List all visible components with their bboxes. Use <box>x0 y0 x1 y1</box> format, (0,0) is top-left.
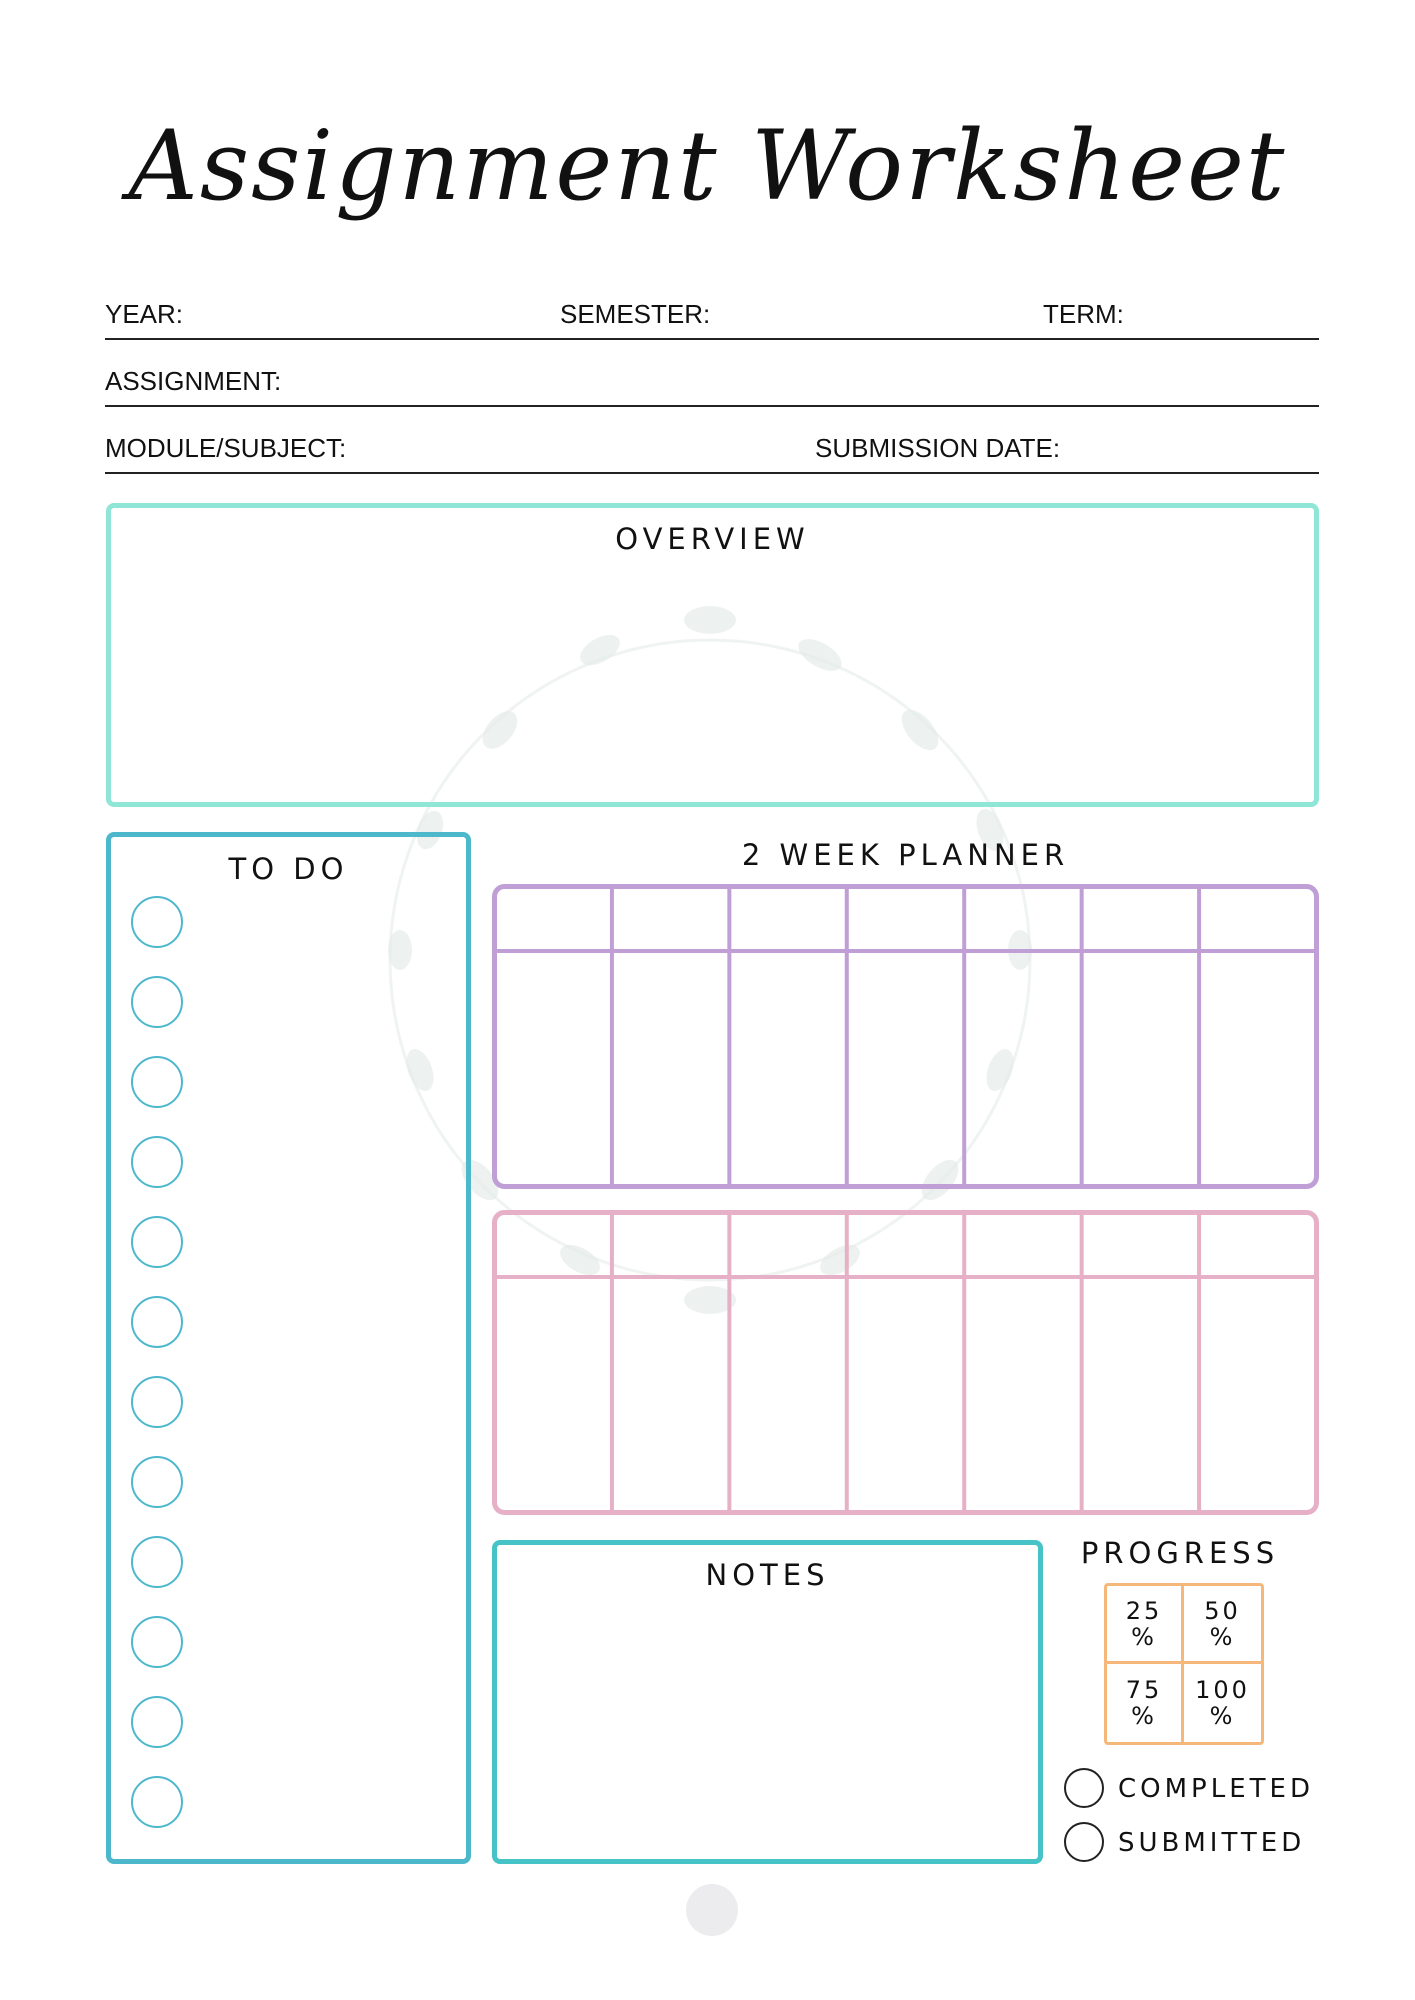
todo-checkbox[interactable] <box>131 1616 183 1668</box>
planner-title: 2 WEEK PLANNER <box>741 838 1070 872</box>
semester-label: SEMESTER: <box>560 299 711 329</box>
notes-title: NOTES <box>705 1558 830 1592</box>
completed-checkbox[interactable] <box>1064 1768 1104 1808</box>
progress-100-checkbox[interactable]: 100 % <box>1195 1676 1250 1730</box>
todo-title: TO DO <box>228 852 349 886</box>
progress-50-checkbox[interactable]: 50 % <box>1184 1586 1261 1664</box>
assignment-label: ASSIGNMENT: <box>105 366 282 396</box>
todo-checkbox[interactable] <box>131 1776 183 1828</box>
submitted-label: SUBMITTED <box>1118 1828 1306 1858</box>
field-row-module-submission <box>105 434 1319 474</box>
completed-row[interactable] <box>1064 1768 1324 1808</box>
todo-checkbox[interactable] <box>131 1696 183 1748</box>
todo-checkbox[interactable] <box>131 1296 183 1348</box>
todo-checkbox[interactable] <box>131 1456 183 1508</box>
progress-grid <box>1104 1583 1264 1745</box>
planner-week-1-grid <box>492 884 1319 1189</box>
progress-title: PROGRESS <box>1080 1536 1280 1570</box>
submitted-row[interactable] <box>1064 1822 1324 1862</box>
planner-frame <box>495 1213 1317 1513</box>
todo-checkbox[interactable] <box>131 1136 183 1188</box>
progress-25-checkbox[interactable]: 25 % <box>1107 1586 1184 1664</box>
planner-frame <box>495 887 1317 1187</box>
field-row-assignment <box>105 367 1319 407</box>
planner-week-2-grid <box>492 1210 1319 1515</box>
overview-title: OVERVIEW <box>615 522 810 556</box>
page-title: Assignment Worksheet <box>128 110 1287 222</box>
year-label: YEAR: <box>105 299 184 329</box>
term-label: TERM: <box>1043 299 1124 329</box>
todo-checkbox[interactable] <box>131 976 183 1028</box>
submission-date-label: SUBMISSION DATE: <box>815 433 1061 463</box>
todo-checkbox[interactable] <box>131 1216 183 1268</box>
todo-checkbox[interactable] <box>131 1376 183 1428</box>
submitted-checkbox[interactable] <box>1064 1822 1104 1862</box>
todo-checkbox[interactable] <box>131 1536 183 1588</box>
field-row-year-semester-term <box>105 300 1319 340</box>
completed-label: COMPLETED <box>1118 1774 1314 1804</box>
todo-checkbox[interactable] <box>131 1056 183 1108</box>
page-indicator-dot <box>686 1884 738 1936</box>
progress-75-checkbox[interactable]: 75 % <box>1107 1664 1184 1742</box>
module-subject-label: MODULE/SUBJECT: <box>105 433 347 463</box>
todo-checkbox[interactable] <box>131 896 183 948</box>
